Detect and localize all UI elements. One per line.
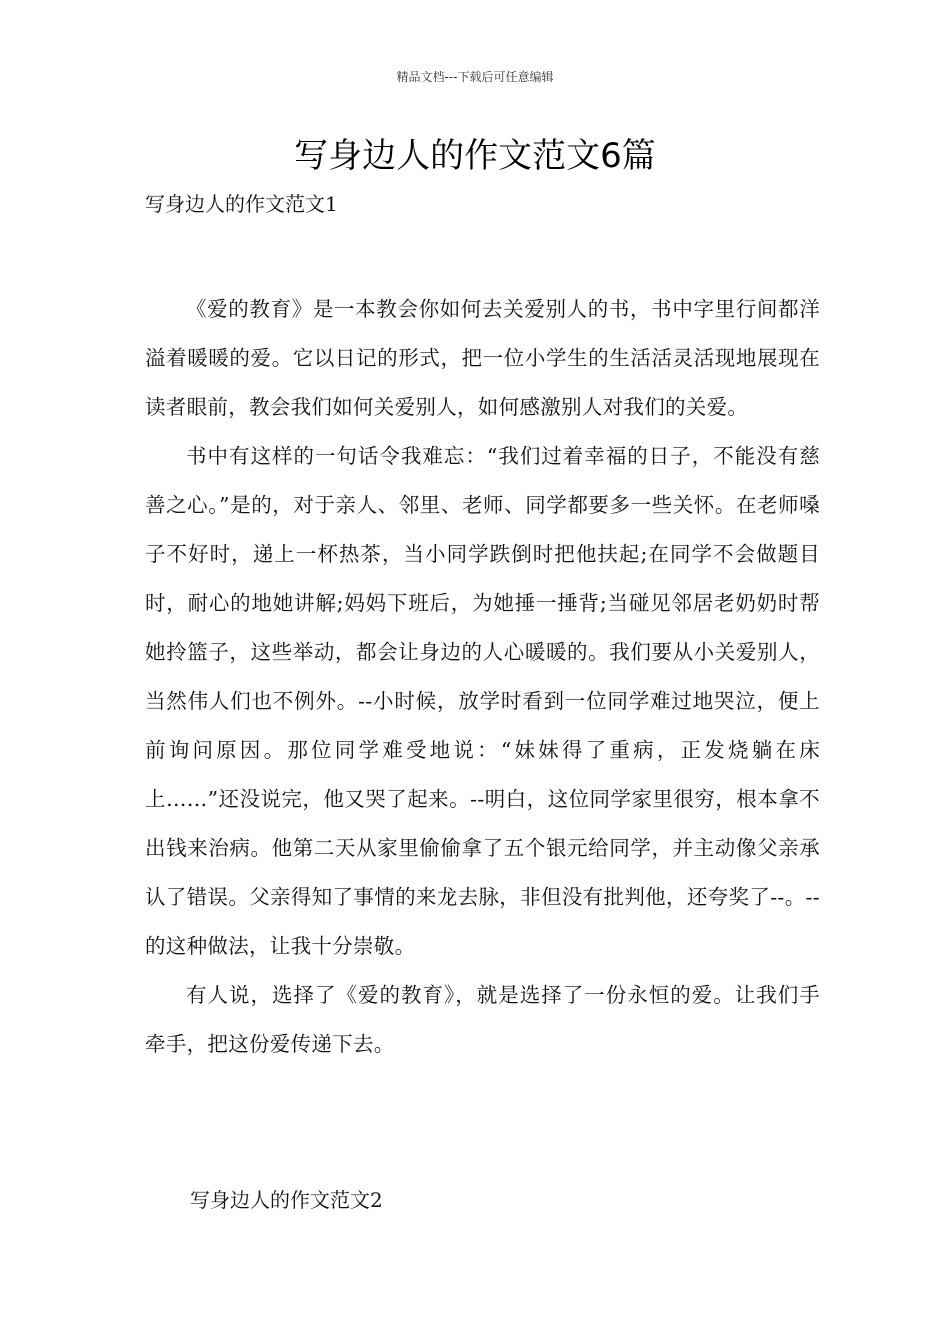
paragraph-1: 《爱的教育》是一本教会你如何去关爱别人的书，书中字里行间都洋溢着暖暖的爱。它以日记的形式，把一位小学生的生活活灵活现地展现在读者眼前，教会我们如何关爱别人，如何感激别人对我们的关爱。 (145, 297, 820, 419)
section-heading-1: 写身边人的作文范文1 (145, 192, 338, 216)
section-heading-2: 写身边人的作文范文2 (190, 1188, 383, 1212)
document-title: 写身边人的作文范文6篇 (294, 136, 656, 176)
header-note: 精品文档---下载后可任意编辑 (396, 70, 554, 84)
document-body (145, 285, 820, 1069)
paragraph-2: 书中有这样的一句话令我难忘：“我们过着幸福的日子，不能没有慈善之心。”是的，对于亲人、邻里、老师、同学都要多一些关怀。在老师嗓子不好时，递上一杯热茶，当小同学跌倒时把他扶起;在同学不会做题目时，耐心的地她讲解;妈妈下班后，为她捶一捶背;当碰见邻居老奶奶时帮她拎篮子，这些举动，都会让身边的人心暖暖的。我们要从小关爱别人，当然伟人们也不例外。--小时候，放学时看到一位同学难过地哭泣，便上前询问原因。那位同学难受地说：“妹妹得了重病，正发烧躺在床上……”还没说完，他又哭了起来。--明白，这位同学家里很穷，根本拿不出钱来治病。他第二天从家里偷偷拿了五个银元给同学，并主动像父亲承认了错误。父亲得知了事情的来龙去脉，非但没有批判他，还夸奖了--。--的这种做法，让我十分崇敬。 (145, 444, 820, 958)
paragraph-3: 有人说，选择了《爱的教育》，就是选择了一份永恒的爱。让我们手牵手，把这份爱传递下去。 (145, 983, 820, 1056)
